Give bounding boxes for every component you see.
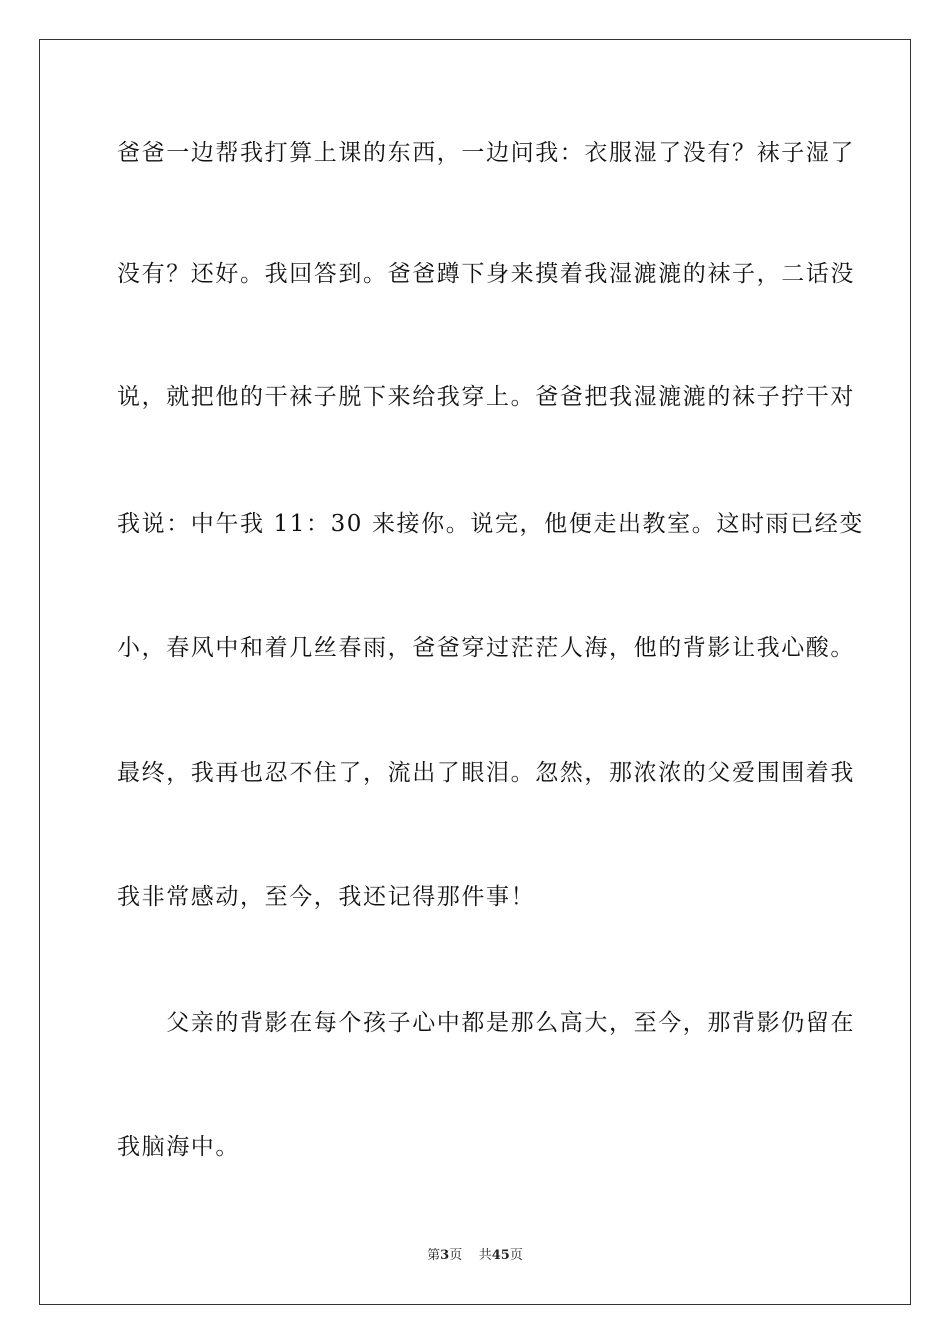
body-line-5: 小，春风中和着几丝春雨，爸爸穿过茫茫人海，他的背影让我心酸。 [117,635,855,661]
footer-page-suffix: 页 [449,1248,463,1263]
page-footer [0,1247,950,1265]
page-border [39,39,911,1305]
body-line-6: 最终，我再也忍不住了，流出了眼泪。忽然，那浓浓的父爱围围着我 [117,760,855,786]
body-line-7: 我非常感动，至今，我还记得那件事！ [117,884,536,910]
body-line-2: 没有？还好。我回答到。爸爸蹲下身来摸着我湿漉漉的袜子，二话没 [117,261,855,287]
footer-total-suffix: 页 [509,1248,523,1263]
body-line-3: 说，就把他的干袜子脱下来给我穿上。爸爸把我湿漉漉的袜子拧干对 [117,384,855,410]
body-line-8: 父亲的背影在每个孩子心中都是那么高大，至今，那背影仍留在 [117,1010,855,1036]
body-line-4: 我说：中午我 11：30 来接你。说完，他便走出教室。这时雨已经变 [117,511,864,537]
body-line-1: 爸爸一边帮我打算上课的东西，一边问我：衣服湿了没有？袜子湿了 [117,140,855,166]
footer-total-pages: 45 [491,1248,510,1263]
footer-page-prefix: 第 [427,1248,441,1263]
footer-page-number: 3 [440,1248,450,1263]
body-line-9: 我脑海中。 [117,1134,240,1160]
footer-total-prefix: 共 [478,1248,492,1263]
